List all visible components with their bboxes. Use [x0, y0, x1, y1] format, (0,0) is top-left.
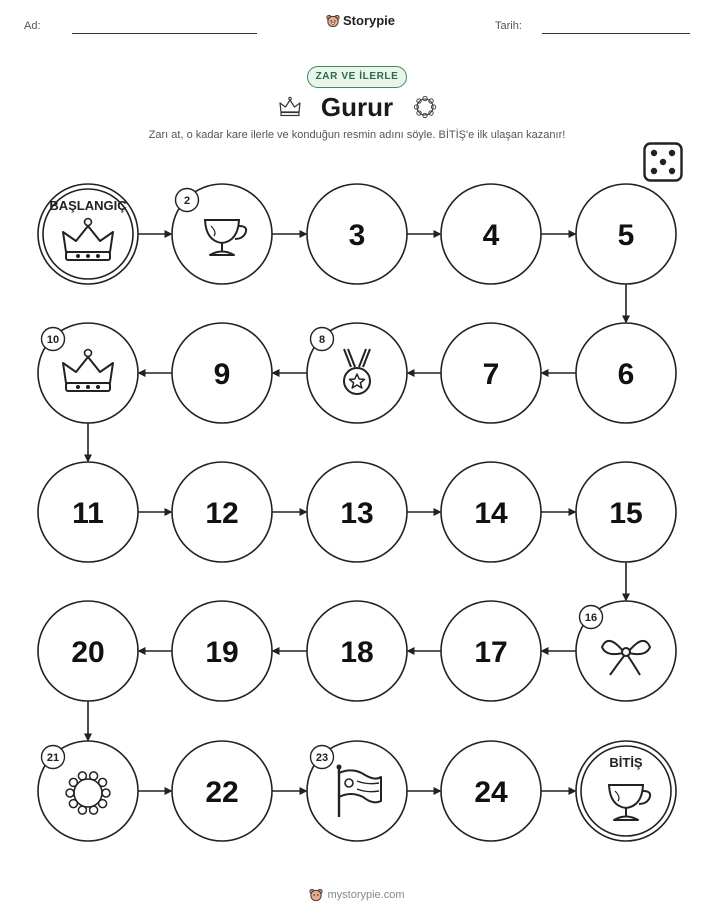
space-number: 19	[205, 636, 239, 669]
space-number: 14	[474, 497, 508, 530]
board-space-3[interactable]	[307, 184, 407, 284]
space-number: 4	[482, 219, 500, 252]
board-space-9[interactable]	[172, 323, 272, 423]
space-number: 17	[474, 636, 508, 669]
space-number: 2	[183, 195, 191, 208]
board-space-22[interactable]	[172, 741, 272, 841]
space-number: 3	[348, 219, 366, 252]
space-number: 9	[213, 358, 231, 391]
bear-icon	[309, 888, 323, 902]
board-space-23[interactable]	[307, 741, 407, 841]
board-space-15[interactable]	[576, 462, 676, 562]
board-space-7[interactable]	[441, 323, 541, 423]
space-number: 24	[474, 776, 508, 809]
game-type-badge: ZAR VE İLERLE	[307, 66, 407, 88]
board-space-2[interactable]	[172, 184, 272, 284]
board-space-17[interactable]	[441, 601, 541, 701]
board-space-18[interactable]	[307, 601, 407, 701]
date-label: Tarih:	[495, 20, 522, 32]
board-space-11[interactable]	[38, 462, 138, 562]
footer-url: mystorypie.com	[327, 889, 405, 901]
page-title: Gurur	[320, 92, 394, 122]
space-number: 18	[340, 636, 374, 669]
space-number: 7	[482, 358, 500, 391]
space-number: 22	[205, 776, 239, 809]
board-space-19[interactable]	[172, 601, 272, 701]
space-number: 13	[340, 497, 374, 530]
finish-label: BİTİŞ	[609, 755, 643, 770]
brand-name: Storypie	[343, 13, 396, 28]
board-space-8[interactable]	[307, 323, 407, 423]
space-number: 20	[71, 636, 105, 669]
board-space-4[interactable]	[441, 184, 541, 284]
space-number: 5	[617, 219, 635, 252]
name-label: Ad:	[24, 20, 41, 32]
board-space-21[interactable]	[38, 741, 138, 841]
instructions-text: Zarı at, o kadar kare ilerle ve konduğun resmin adını söyle. BİTİŞ'e ilk ulaşan kazanır!	[148, 129, 566, 141]
board-space-6[interactable]	[576, 323, 676, 423]
space-number: 6	[617, 358, 635, 391]
board-space-start[interactable]	[38, 184, 138, 284]
board-space-24[interactable]	[441, 741, 541, 841]
space-number: 10	[46, 334, 60, 347]
space-number: 8	[318, 334, 326, 347]
start-label: BAŞLANGIÇ	[49, 198, 127, 213]
space-number: 21	[46, 752, 60, 765]
footer	[0, 888, 714, 902]
board-space-16[interactable]	[576, 601, 676, 701]
space-number: 12	[205, 497, 239, 530]
board-space-20[interactable]	[38, 601, 138, 701]
board-space-10[interactable]	[38, 323, 138, 423]
space-number: 16	[584, 612, 598, 625]
space-number: 11	[72, 497, 104, 530]
space-number: 15	[609, 497, 643, 530]
board-space-13[interactable]	[307, 462, 407, 562]
board-space-14[interactable]	[441, 462, 541, 562]
space-number: 23	[315, 752, 329, 765]
board-space-finish[interactable]	[576, 741, 676, 841]
board-space-12[interactable]	[172, 462, 272, 562]
board-space-5[interactable]	[576, 184, 676, 284]
